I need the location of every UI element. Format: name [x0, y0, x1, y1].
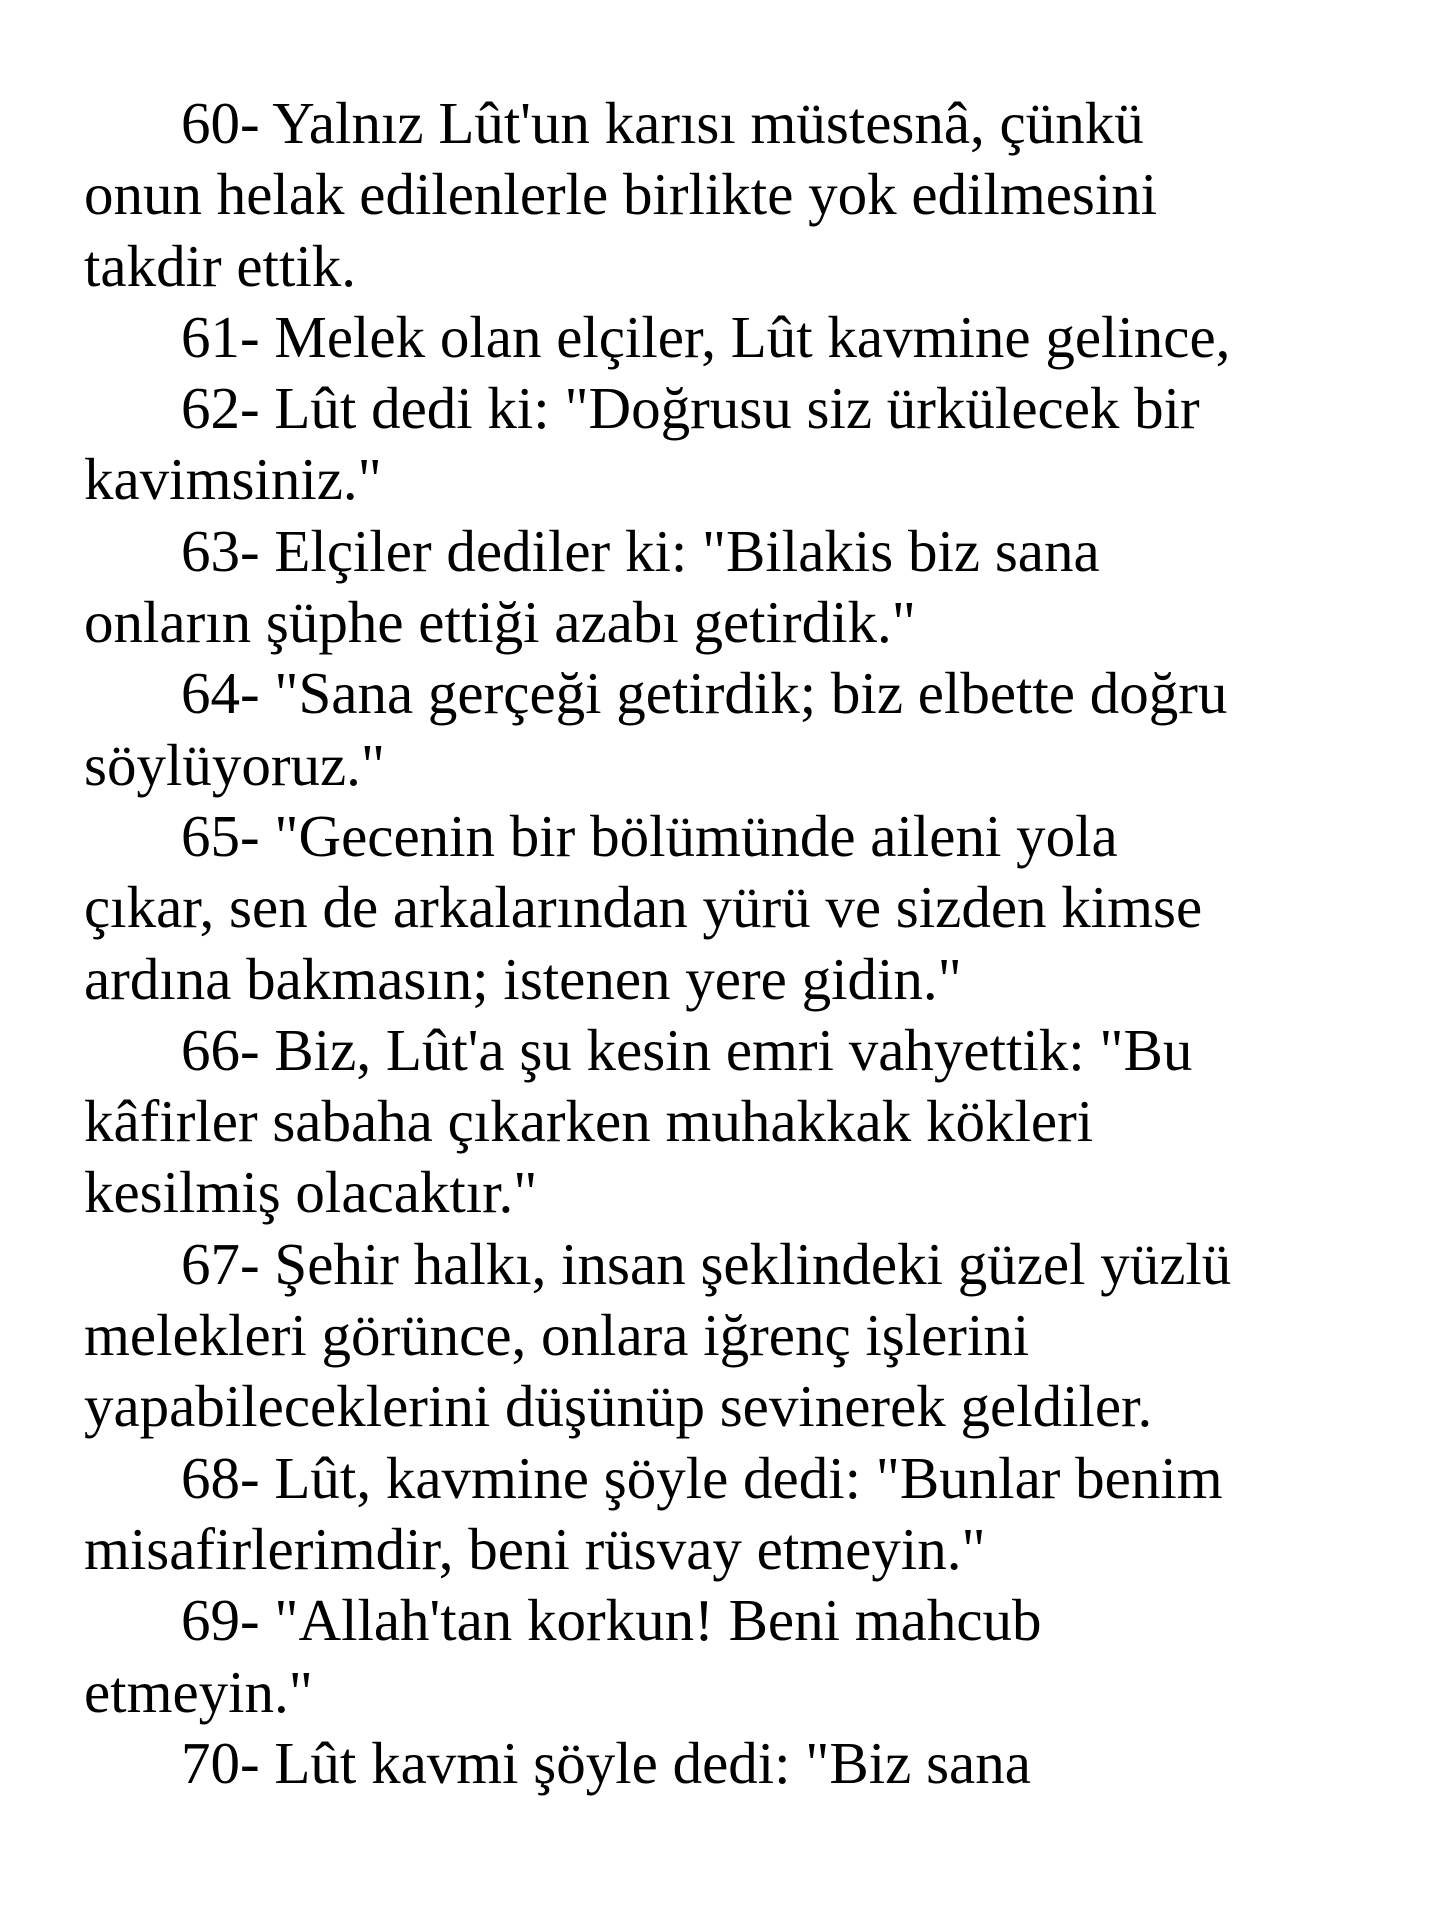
- verse-line: 65- "Gecenin bir bölümünde aileni yola: [181, 802, 1118, 869]
- verse-line: melekleri görünce, onlara iğrenç işlerini: [84, 1302, 1030, 1369]
- verse-line: onun helak edilenlerle birlikte yok edilmesini: [84, 161, 1158, 228]
- verse-line: 63- Elçiler dediler ki: "Bilakis biz sana: [181, 517, 1100, 584]
- verse-line: 67- Şehir halkı, insan şeklindeki güzel yüzlü: [181, 1230, 1232, 1297]
- verse-70: [84, 1728, 1374, 1799]
- verse-63: [84, 516, 1374, 659]
- verse-line: onların şüphe ettiği azabı getirdik.": [84, 589, 916, 656]
- verse-65: [84, 801, 1374, 1015]
- verse-line: kavimsiniz.": [84, 446, 382, 513]
- verse-62: [84, 373, 1374, 516]
- verse-line: misafirlerimdir, beni rüsvay etmeyin.": [84, 1515, 986, 1582]
- verse-line: 68- Lût, kavmine şöyle dedi: "Bunlar benim: [181, 1444, 1223, 1511]
- verse-64: [84, 658, 1374, 801]
- verse-line: 61- Melek olan elçiler, Lût kavmine gelince,: [181, 303, 1231, 370]
- verse-line: kâfirler sabaha çıkarken muhakkak kökleri: [84, 1088, 1094, 1155]
- verse-line: söylüyoruz.": [84, 731, 386, 798]
- verse-69: [84, 1585, 1374, 1728]
- verse-68: [84, 1443, 1374, 1586]
- verse-66: [84, 1015, 1374, 1229]
- verse-line: takdir ettik.: [84, 232, 356, 299]
- verse-line: kesilmiş olacaktır.": [84, 1159, 538, 1226]
- verse-line: yapabileceklerini düşünüp sevinerek geldiler.: [84, 1373, 1153, 1440]
- verse-line: ardına bakmasın; istenen yere gidin.": [84, 945, 962, 1012]
- verse-line: 69- "Allah'tan korkun! Beni mahcub: [181, 1587, 1042, 1654]
- verse-line: 60- Yalnız Lût'un karısı müstesnâ, çünkü: [181, 90, 1144, 156]
- verse-line: etmeyin.": [84, 1658, 313, 1725]
- document-page: [84, 88, 1374, 1799]
- verse-line: çıkar, sen de arkalarından yürü ve sizden kimse: [84, 874, 1203, 941]
- verse-line: 70- Lût kavmi şöyle dedi: "Biz sana: [181, 1729, 1031, 1796]
- verse-line: 66- Biz, Lût'a şu kesin emri vahyettik: "Bu: [181, 1016, 1193, 1083]
- verse-60: [84, 88, 1374, 302]
- verse-line: 64- "Sana gerçeği getirdik; biz elbette doğru: [181, 660, 1228, 727]
- verse-line: 62- Lût dedi ki: "Doğrusu siz ürkülecek bir: [181, 375, 1200, 442]
- verse-67: [84, 1229, 1374, 1443]
- verse-61: [84, 302, 1374, 373]
